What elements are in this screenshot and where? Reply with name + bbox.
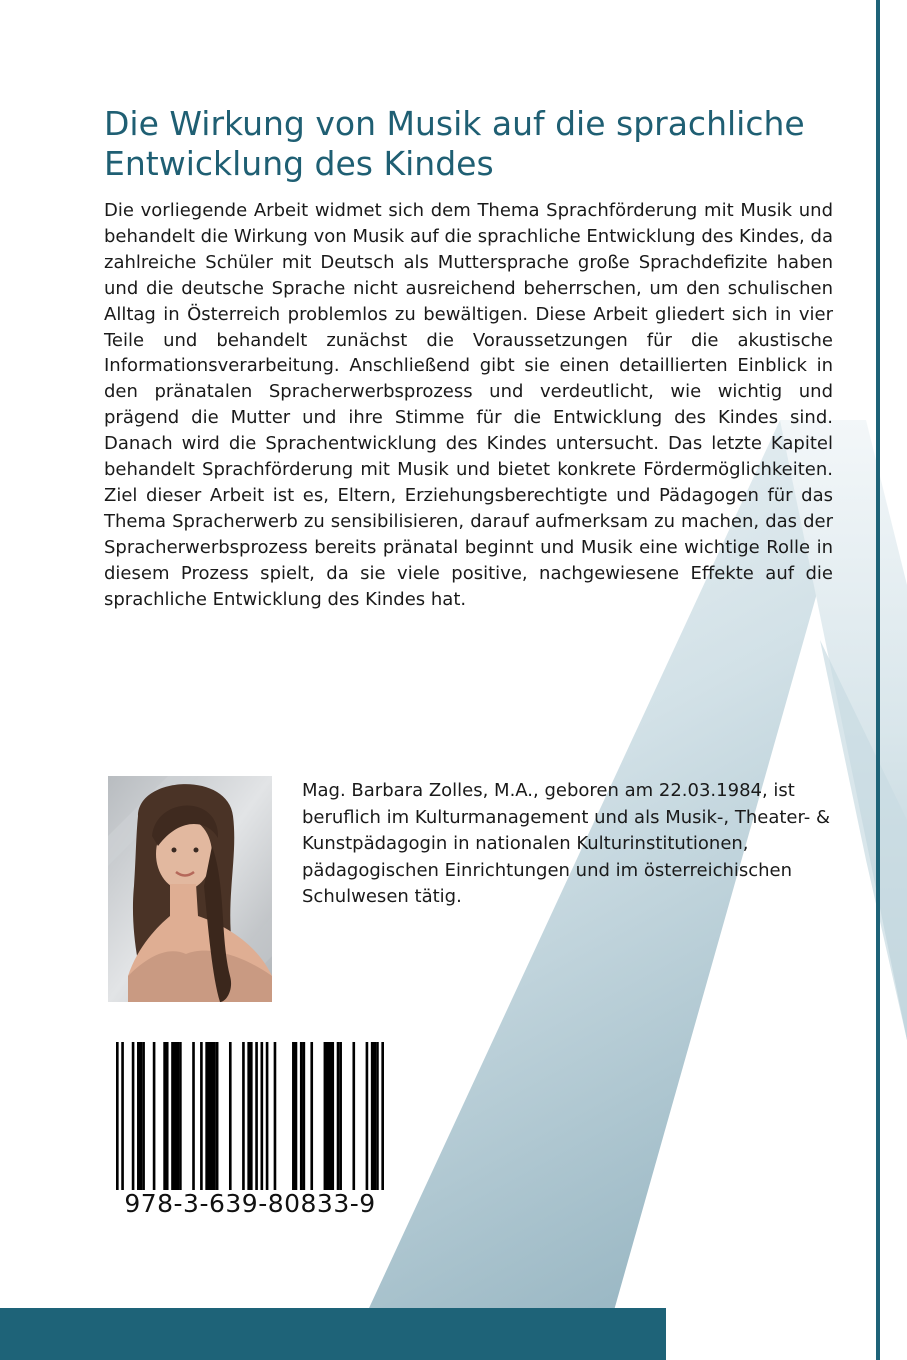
barcode-bar bbox=[242, 1042, 245, 1190]
barcode-bar bbox=[142, 1042, 145, 1190]
barcode-bar bbox=[192, 1042, 195, 1190]
book-description: Die vorliegende Arbeit widmet sich dem Thema Sprachförderung mit Musik und behandelt die Wirkung von Musik auf die sprachliche Entwicklung des Kindes, da zahlreiche Schüler mit Deutsch als Muttersprache große Sprachdefizite haben und die deutsche Sprache nicht ausreichend beherrschen, um den schulischen Alltag in Österreich problemlos zu bewältigen. Diese Arbeit gliedert sich in vier Teile und behandelt zunächst die Voraussetzungen für die akustische Informationsverarbeitung. Anschließend gibt sie einen detaillierten Einblick in den pränatalen Spracherwerbsprozess und verdeutlicht, wie wichtig und prägend die Mutter und ihre Stimme für die Entwicklung des Kindes sind. Danach wird die Sprachentwicklung des Kindes untersucht. Das letzte Kapitel behandelt Sprachförderung mit Musik und bietet konkrete Fördermöglichkeiten. Ziel dieser Arbeit ist es, Eltern, Erziehungsberechtigte und Pädagogen für das Thema Spracherwerb zu sensibilisieren, darauf aufmerksam zu machen, das der Spracherwerbsprozess bereits pränatal beginnt und Musik eine wichtige Rolle in diesem Prozess spielt, da sie viele positive, nachgewiesene Effekte auf die sprachliche Entwicklung des Kindes hat. bbox=[104, 200, 833, 610]
barcode-bar bbox=[300, 1042, 303, 1190]
book-title: Die Wirkung von Musik auf die sprachliche Entwicklung des Kindes bbox=[104, 104, 805, 183]
barcode-bar bbox=[216, 1042, 219, 1190]
isbn-number: 978-3-639-80833-9 bbox=[124, 1189, 376, 1218]
barcode-bar bbox=[255, 1042, 258, 1190]
barcode-bar bbox=[274, 1042, 277, 1190]
author-bio: Mag. Barbara Zolles, M.A., geboren am 22.03.1984, ist beruflich im Kulturmanagement und als Musik-, Theater- & Kunstpädagogin in nationalen Kulturinstitutionen, pädagogischen Einrichtungen und im österreichischen Schulwesen tätig. bbox=[302, 780, 831, 907]
barcode-bar bbox=[337, 1042, 340, 1190]
author-photo bbox=[108, 776, 272, 1002]
barcode-bar bbox=[179, 1042, 182, 1190]
barcode-bar bbox=[376, 1042, 379, 1190]
right-accent-line bbox=[876, 0, 880, 1360]
barcode-bar bbox=[303, 1042, 306, 1190]
barcode-panel bbox=[108, 1032, 392, 1228]
barcode-bar bbox=[229, 1042, 232, 1190]
barcode-bar bbox=[261, 1042, 264, 1190]
bottom-accent-bar bbox=[0, 1308, 666, 1360]
barcode-bar bbox=[310, 1042, 313, 1190]
barcode-bar bbox=[200, 1042, 203, 1190]
barcode-bar bbox=[247, 1042, 252, 1190]
barcode-bar bbox=[339, 1042, 342, 1190]
barcode-bar bbox=[352, 1042, 355, 1190]
barcode-icon bbox=[116, 1042, 384, 1190]
barcode-bar bbox=[324, 1042, 335, 1190]
barcode-bar bbox=[171, 1042, 179, 1190]
barcode-bar bbox=[132, 1042, 135, 1190]
barcode-bar bbox=[292, 1042, 297, 1190]
barcode-bar bbox=[137, 1042, 142, 1190]
barcode-bar bbox=[163, 1042, 168, 1190]
barcode-bar bbox=[366, 1042, 369, 1190]
barcode-bar bbox=[371, 1042, 376, 1190]
barcode-bar bbox=[381, 1042, 384, 1190]
barcode-bar bbox=[153, 1042, 156, 1190]
barcode-bar bbox=[266, 1042, 269, 1190]
barcode-bar bbox=[205, 1042, 216, 1190]
barcode-bar bbox=[116, 1042, 119, 1190]
barcode-bar bbox=[121, 1042, 124, 1190]
